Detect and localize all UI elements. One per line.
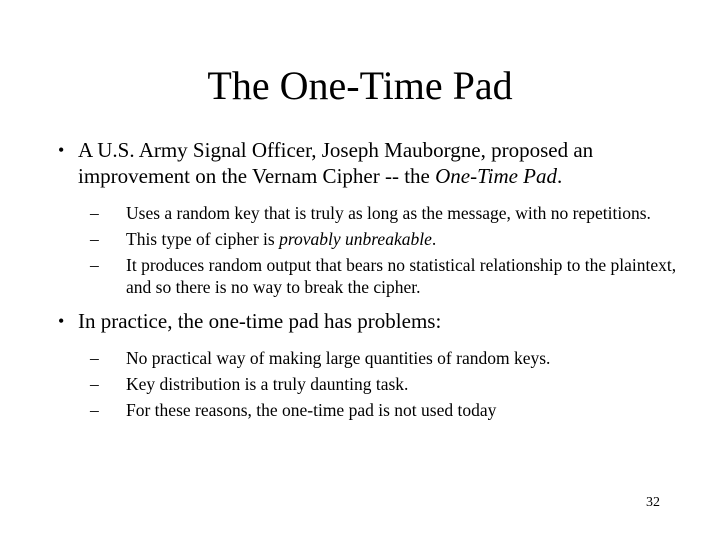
sub-item-2-3-text: For these reasons, the one-time pad is not used today bbox=[126, 400, 497, 420]
sub-item-1-2-italic: provably unbreakable bbox=[279, 229, 432, 249]
slide-title: The One-Time Pad bbox=[207, 63, 513, 108]
sub-item-2-1 bbox=[90, 347, 696, 369]
sub-item-1-2-text: This type of cipher is bbox=[126, 229, 280, 249]
bullet-text-2: In practice, the one-time pad has problems: bbox=[78, 309, 442, 333]
slide-body bbox=[58, 137, 678, 421]
sub-item-1-1 bbox=[90, 202, 696, 224]
dash-icon: – bbox=[90, 400, 99, 420]
sub-item-1-2 bbox=[90, 228, 696, 250]
sub-item-2-1-text: No practical way of making large quantities of random keys. bbox=[126, 348, 551, 368]
dash-icon: – bbox=[90, 229, 99, 249]
sub-item-2-3 bbox=[90, 399, 696, 421]
dash-icon: – bbox=[90, 203, 99, 223]
dash-icon: – bbox=[90, 255, 99, 275]
dash-icon: – bbox=[90, 348, 99, 368]
bullet-text-1-italic: One-Time Pad bbox=[435, 164, 558, 188]
sub-item-1-1-text: Uses a random key that is truly as long as the message, with no repetitions. bbox=[126, 203, 651, 223]
bullet-dot-icon: • bbox=[58, 140, 65, 160]
bullet-item-1 bbox=[58, 137, 678, 298]
sub-item-1-2-end: . bbox=[431, 229, 437, 249]
sub-list-1 bbox=[90, 202, 678, 298]
bullet-text-1-plain: A U.S. Army Signal Officer, Joseph Mauborgne, proposed an improvement on the Vernam Cipher -- the bbox=[78, 138, 594, 188]
sub-item-2-2-text: Key distribution is a truly daunting task. bbox=[126, 374, 409, 394]
sub-list-2 bbox=[90, 347, 678, 421]
sub-item-2-2 bbox=[90, 373, 696, 395]
sub-item-1-3-text: It produces random output that bears no statistical relationship to the plaintext, and so there is no way to break the cipher. bbox=[126, 255, 677, 297]
bullet-text-1-end: . bbox=[557, 164, 563, 188]
dash-icon: – bbox=[90, 374, 99, 394]
bullet-item-2 bbox=[58, 308, 678, 421]
page-number: 32 bbox=[646, 495, 660, 510]
bullet-dot-icon: • bbox=[58, 311, 65, 331]
sub-item-1-3 bbox=[90, 254, 696, 298]
